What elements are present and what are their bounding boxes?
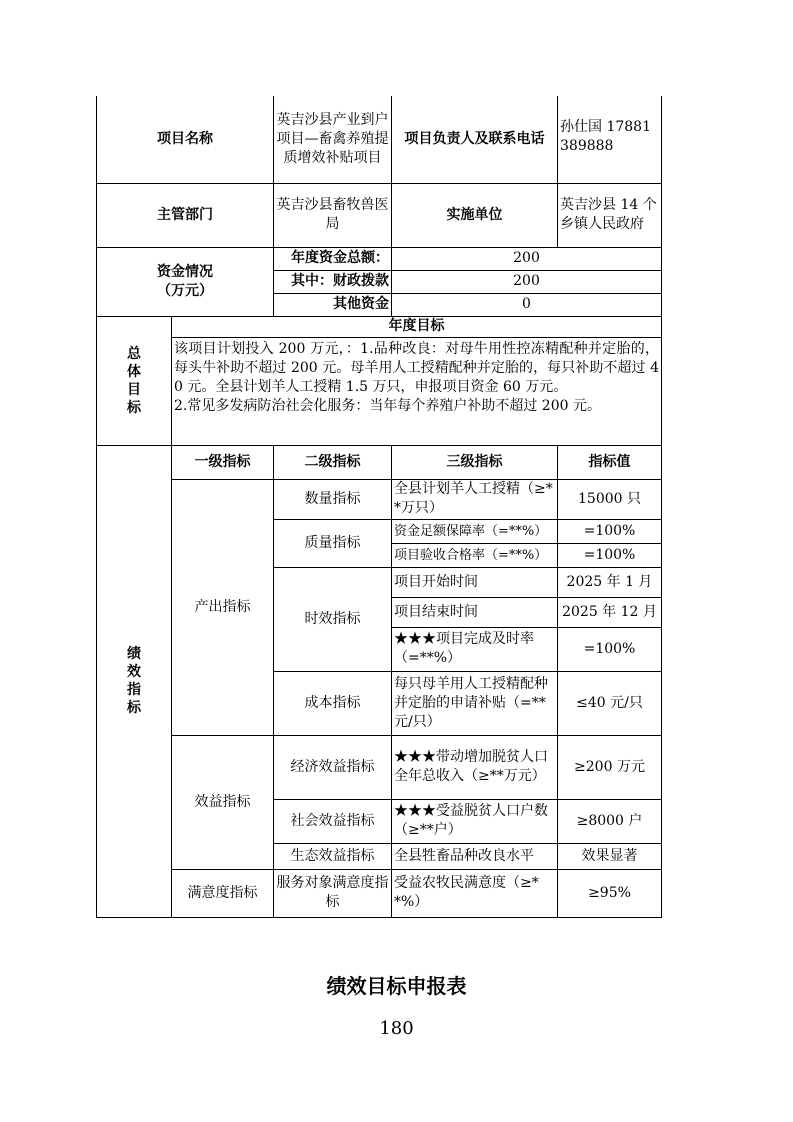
col-level2-header: 二级指标 [274,445,392,479]
indicator-value: ≥8000 户 [558,799,662,843]
indicator-value: =100% [558,519,662,543]
indicator-value: 效果显著 [558,843,662,869]
funds-other-label: 其他资金 [274,293,392,316]
indicator-name: ★★★受益脱贫人口户数（≥**户） [392,799,558,843]
impl-value: 英吉沙县 14 个乡镇人民政府 [558,183,662,247]
funds-fiscal-label: 其中：财政拨款 [274,270,392,293]
project-name-value: 英吉沙县产业到户项目—畜禽养殖提质增效补贴项目 [274,96,392,183]
indicator-name: 资金足额保障率（=**%） [392,519,558,543]
indicator-name: ★★★带动增加脱贫人口全年总收入（≥**万元） [392,735,558,799]
col-value-header: 指标值 [558,445,662,479]
indicator-name: 项目开始时间 [392,567,558,597]
performance-target-table [96,96,662,918]
indicator-value: 2025 年 12 月 [558,597,662,627]
funds-total-value: 200 [392,247,662,270]
indicator-name: 项目结束时间 [392,597,558,627]
level2-service: 服务对象满意度指标 [274,869,392,917]
annual-goal-text: 该项目计划投入 200 万元，：1.品种改良：对母牛用性控冻精配种并定胎的，每头牛补助不超过 200 元。母羊用人工授精配种并定胎的，每只补助不超过 40 元。全县计划羊人工授精 1.5 万只，申报项目资金 60 万元。 2.常见多发病防治社会化服务：当年每个养殖户补助不超过 200 元。 [172,337,662,445]
indicator-name: 受益农牧民满意度（≥**%） [392,869,558,917]
overall-goal-label: 总体目标 [97,316,172,445]
performance-label: 绩效指标 [97,445,172,917]
impl-label: 实施单位 [392,183,558,247]
level2-quality: 质量指标 [274,519,392,567]
level2-eco: 生态效益指标 [274,843,392,869]
funds-other-value: 0 [392,293,662,316]
indicator-value: ≥200 万元 [558,735,662,799]
level1-benefit: 效益指标 [172,735,274,869]
level2-economic: 经济效益指标 [274,735,392,799]
indicator-value: 2025 年 1 月 [558,567,662,597]
indicator-name: 全县计划羊人工授精（≥**万只） [392,479,558,519]
page-number: 180 [379,1018,414,1039]
dept-label: 主管部门 [97,183,274,247]
col-level1-header: 一级指标 [172,445,274,479]
col-level3-header: 三级指标 [392,445,558,479]
indicator-value: ≤40 元/只 [558,671,662,735]
funds-total-label: 年度资金总额： [274,247,392,270]
level2-time: 时效指标 [274,567,392,671]
indicator-value: 15000 只 [558,479,662,519]
level2-cost: 成本指标 [274,671,392,735]
leader-value: 孙仕国 17881389888 [558,96,662,183]
indicator-name: 项目验收合格率（=**%） [392,543,558,567]
dept-value: 英吉沙县畜牧兽医局 [274,183,392,247]
indicator-value: ≥95% [558,869,662,917]
level1-satisfaction: 满意度指标 [172,869,274,917]
indicator-name: ★★★项目完成及时率（=**%） [392,627,558,671]
indicator-value: =100% [558,627,662,671]
document-title: 绩效目标申报表 [326,974,467,998]
funds-label: 资金情况 （万元） [97,247,274,316]
indicator-name: 全县牲畜品种改良水平 [392,843,558,869]
level2-social: 社会效益指标 [274,799,392,843]
leader-label: 项目负责人及联系电话 [392,96,558,183]
funds-fiscal-value: 200 [392,270,662,293]
level2-quantity: 数量指标 [274,479,392,519]
annual-goal-label: 年度目标 [172,316,662,337]
level1-output: 产出指标 [172,479,274,735]
indicator-name: 每只母羊用人工授精配种并定胎的申请补贴（=**元/只） [392,671,558,735]
indicator-value: =100% [558,543,662,567]
project-name-label: 项目名称 [97,96,274,183]
